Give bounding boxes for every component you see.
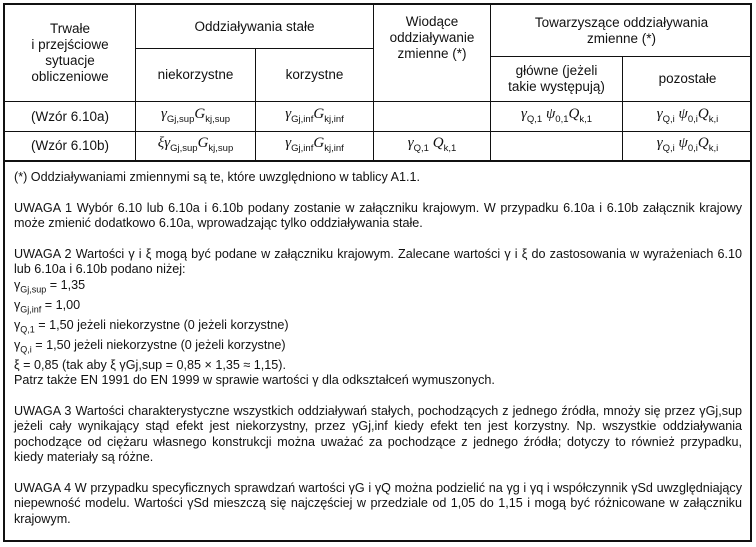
formula-subscript: Gj,sup (170, 143, 198, 154)
formula-symbol: γ (285, 135, 292, 151)
formula-symbol: G (313, 135, 325, 151)
formula-subscript: Gj,inf (291, 143, 314, 154)
formula-subscript: Q,1 (413, 143, 429, 154)
header-permanent-actions (136, 5, 373, 48)
header-main (491, 57, 622, 101)
formula-symbol: γ (160, 105, 167, 122)
formula (285, 106, 344, 128)
formula-symbol: ψ (678, 135, 688, 151)
header-text: Towarzyszące oddziaływania (534, 14, 709, 30)
value-symbol: γ (14, 277, 21, 292)
formula-subscript: k,i (708, 113, 719, 125)
formula-symbol: Q (697, 105, 709, 122)
formula-subscript: k,1 (443, 143, 457, 154)
note-2-value (14, 298, 742, 318)
value-symbol: γ (14, 337, 21, 352)
formula-cell (374, 132, 490, 160)
value-subscript: Gj,sup (20, 284, 47, 295)
formula-symbol: γ (285, 105, 292, 122)
note-1: UWAGA 1 Wybór 6.10 lub 6.10a i 6.10b podany zostanie w załączniku krajowym. W przypadku 6.10a i 6.10b załącznik krajowy może zmienić dodatkowo 6.10a, wprowadzając tylko oddziaływania stałe. (14, 200, 742, 230)
header-unfavourable (136, 49, 255, 101)
formula-subscript: Q,1 (526, 113, 543, 125)
header-text: niekorzystne (157, 67, 234, 82)
formula-subscript: 0,1 (555, 113, 569, 125)
header-others (623, 57, 752, 101)
formula-symbol: G (197, 135, 209, 151)
value-subscript: Q,i (20, 344, 32, 355)
value-text: = 1,00 (41, 297, 81, 312)
formula (408, 135, 457, 157)
formula-symbol: γ (407, 135, 414, 151)
value-subscript: Q,1 (20, 324, 35, 335)
formula-symbol: γ (164, 135, 171, 151)
note-2-value (14, 338, 742, 358)
note-2-see-also: Patrz także EN 1991 do EN 1999 w sprawie wartości γ dla odkształceń wymuszonych. (14, 373, 495, 388)
spacer (14, 466, 742, 481)
header-text: Wiodące (405, 14, 459, 29)
formula-symbol: ξ (157, 135, 165, 151)
formula (657, 135, 719, 157)
spacer (14, 232, 742, 247)
formula-symbol: Q (697, 135, 709, 151)
formula-cell (256, 132, 373, 160)
grid-line (3, 160, 752, 162)
header-text: oddziaływanie (389, 30, 475, 45)
header-accompanying-variable (491, 5, 752, 56)
footnote-star: (*) Oddziaływaniami zmiennymi są te, które uwzględniono w tablicy A1.1. (14, 170, 420, 184)
header-text: Oddziaływania stałe (194, 18, 315, 34)
note-2-xi: ξ = 0,85 (tak aby ξ γGj,sup = 0,85 × 1,35 ≈ 1,15). (14, 357, 286, 372)
formula-subscript: Gj,inf (291, 113, 314, 125)
formula-subscript: kj,inf (324, 113, 344, 125)
note-2-value (14, 318, 742, 338)
notes-section (14, 170, 742, 527)
formula-symbol: G (313, 105, 325, 122)
value-symbol: γ (14, 297, 21, 312)
header-text: korzystne (285, 67, 344, 82)
formula-symbol: γ (656, 105, 663, 122)
header-text: główne (jeżeli (515, 63, 598, 78)
note-2-intro: UWAGA 2 Wartości γ i ξ mogą być podane w załączniku krajowym. Zalecane wartości γ i ξ do zastosowania w wyrażeniach 6.10 lub 6.10a i 6.10b podano niżej: (14, 246, 742, 276)
header-text: sytuacje (45, 53, 95, 68)
formula-subscript: 0,i (687, 113, 698, 125)
value-symbol: γ (14, 317, 21, 332)
row-label-text: (Wzór 6.10a) (30, 108, 110, 124)
row-label (5, 102, 135, 131)
formula (521, 106, 592, 128)
formula-symbol: γ (520, 105, 527, 122)
formula-symbol: Q (568, 105, 580, 122)
value-subscript: Gj,inf (20, 304, 42, 315)
header-text: i przejściowe (31, 37, 109, 52)
formula-subscript: Q,i (662, 143, 675, 154)
formula-cell (136, 132, 255, 160)
header-text: takie występują) (508, 79, 605, 94)
formula-cell (136, 102, 255, 131)
spacer (14, 186, 742, 201)
value-text: = 1,35 (46, 277, 86, 292)
formula (158, 135, 234, 157)
note-2-value (14, 278, 742, 298)
formula-subscript: k,i (708, 143, 719, 154)
formula-symbol: ψ (678, 105, 688, 122)
formula-cell (491, 102, 622, 131)
formula (657, 106, 719, 128)
formula-cell (256, 102, 373, 131)
header-text: obliczeniowe (31, 69, 109, 84)
formula-subscript: k,1 (579, 113, 593, 125)
formula-subscript: 0,i (687, 143, 698, 154)
header-design-situation (5, 5, 135, 101)
header-favourable (256, 49, 373, 101)
note-4: UWAGA 4 W przypadku specyficznych sprawdzań wartości γG i γQ można podzielić na γg i γq i współczynnik γSd uwzględniający niepewność modelu. Wartości γSd mieszczą się najczęściej w przedziale od 1,05 do 1,15 i mogą być różnicowane w załączniku krajowym. (14, 480, 742, 526)
row-label-text: (Wzór 6.10b) (30, 138, 110, 153)
formula (161, 106, 230, 128)
formula-subscript: kj,sup (208, 143, 234, 154)
header-text: pozostałe (658, 71, 717, 86)
value-text: = 1,50 jeżeli niekorzystne (0 jeżeli korzystne) (34, 317, 289, 332)
formula-cell (623, 102, 752, 131)
formula-symbol: G (194, 105, 206, 122)
formula-symbol: ψ (545, 105, 556, 122)
header-text: zmienne (*) (397, 46, 467, 61)
formula-symbol: Q (432, 135, 444, 151)
formula-subscript: Q,i (662, 113, 675, 125)
header-text: zmienne (*) (586, 30, 657, 46)
formula-subscript: Gj,sup (166, 113, 195, 125)
formula-subscript: kj,inf (324, 143, 344, 154)
value-text: = 1,50 jeżeli niekorzystne (0 jeżeli korzystne) (31, 337, 286, 352)
header-text: Trwałe (49, 21, 90, 36)
formula-symbol: γ (656, 135, 663, 151)
header-leading-variable (374, 5, 490, 65)
note-3: UWAGA 3 Wartości charakterystyczne wszystkich oddziaływań stałych, pochodzących z jednego źródła, mnoży się przez γGj,sup jeżeli cały wynikający stąd efekt jest niekorzystny, przez γGj,inf kiedy efekt ten jest korzystny. Np. wszystkie oddziaływania pochodzące od ciężaru własnego konstrukcji można uważać za pochodzące z jednego źródła; dotyczy to również przypadku, kiedy materiały są różne. (14, 403, 742, 465)
formula-cell (623, 132, 752, 160)
spacer (14, 389, 742, 404)
row-label (5, 132, 135, 160)
formula (285, 135, 344, 157)
formula-subscript: kj,sup (205, 113, 231, 125)
